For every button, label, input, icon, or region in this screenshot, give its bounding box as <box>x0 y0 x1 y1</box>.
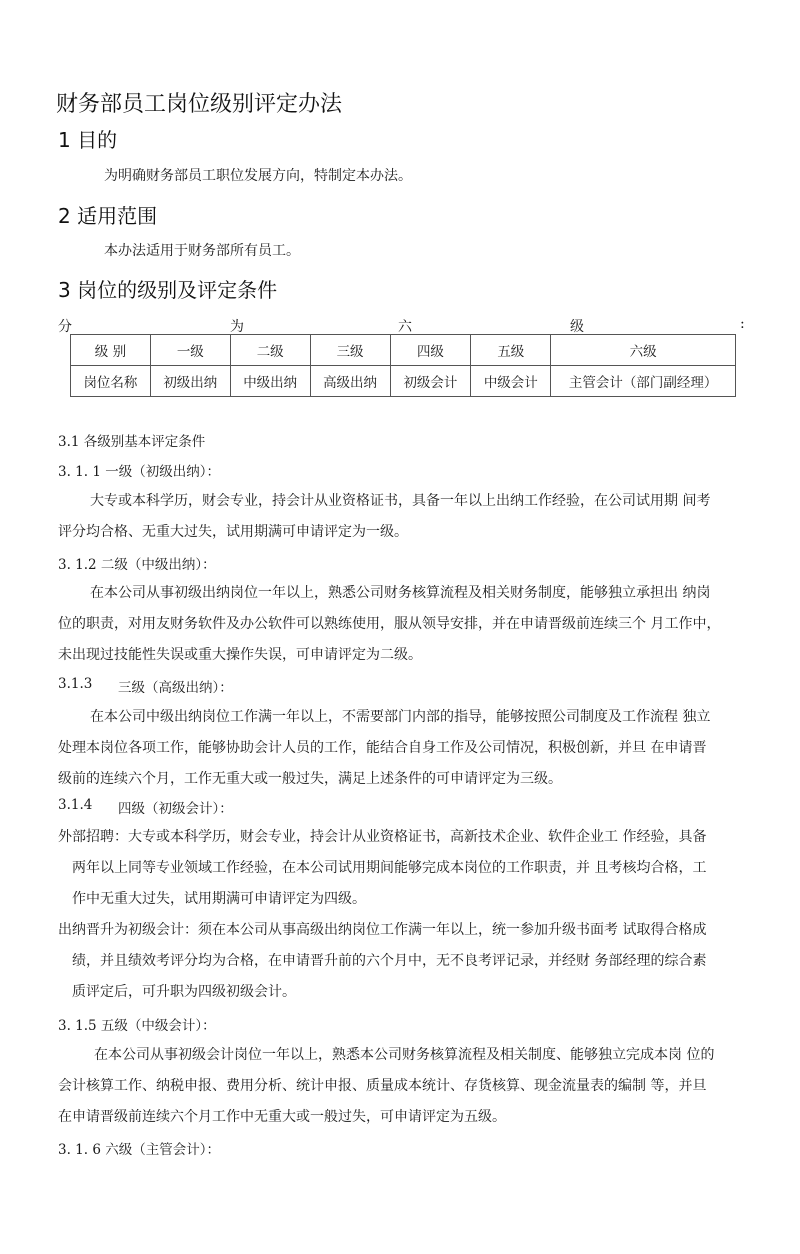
distributed-char: 为 <box>230 319 244 335</box>
table-cell: 五级 <box>471 335 551 366</box>
table-row <box>71 366 736 397</box>
level-5-heading: 3. 1.5 五级（中级会计）： <box>58 1018 216 1034</box>
level-1-line: 大专或本科学历，财会专业，持会计从业资格证书，具备一年以上出纳工作经验，在公司试用期 间考 <box>90 493 711 509</box>
level-3-number: 3.1.3 <box>58 676 93 692</box>
level-4-external-line: 作中无重大过失，试用期满可申请评定为四级。 <box>72 891 366 907</box>
distributed-char: 分 <box>58 319 72 335</box>
level-1-line: 评分均合格、无重大过失，试用期满可申请评定为一级。 <box>58 524 408 540</box>
table-cell: 二级 <box>230 335 310 366</box>
section-1-heading: 1 目的 <box>58 128 118 152</box>
section-1-text: 为明确财务部员工职位发展方向，特制定本办法。 <box>104 168 412 184</box>
table-cell: 岗位名称 <box>71 366 151 397</box>
level-3-label: 三级（高级出纳）： <box>118 680 233 696</box>
distributed-char: : <box>740 316 745 332</box>
level-2-line: 未出现过技能性失误或重大操作失误，可申请评定为二级。 <box>58 647 422 663</box>
level-2-line: 位的职责，对用友财务软件及办公软件可以熟练使用，服从领导安排，并在申请晋级前连续三个 月工作中， <box>58 616 721 632</box>
level-4-external-line: 两年以上同等专业领域工作经验，在本公司试用期间能够完成本岗位的工作职责，并 且考核均合格，工 <box>72 860 707 876</box>
section-3-heading: 3 岗位的级别及评定条件 <box>58 278 278 302</box>
table-cell: 高级出纳 <box>310 366 390 397</box>
document-title: 财务部员工岗位级别评定办法 <box>56 92 343 117</box>
table-cell: 三级 <box>310 335 390 366</box>
level-5-line: 会计核算工作、纳税申报、费用分析、统计申报、质量成本统计、存货核算、现金流量表的编制 等，并旦 <box>58 1078 707 1094</box>
distributed-char: 六 <box>398 319 412 335</box>
section-2-heading: 2 适用范围 <box>58 204 158 228</box>
level-4-label: 四级（初级会计）： <box>118 801 233 817</box>
subsection-3-1-heading: 3.1 各级别基本评定条件 <box>58 434 206 450</box>
level-2-heading: 3. 1.2 二级（中级出纳）： <box>58 557 216 573</box>
level-4-number: 3.1.4 <box>58 797 93 813</box>
table-cell: 中级会计 <box>471 366 551 397</box>
table-cell: 六级 <box>551 335 736 366</box>
level-3-line: 在本公司中级出纳岗位工作满一年以上，不需要部门内部的指导，能够按照公司制度及工作流程 独立 <box>90 709 711 725</box>
level-2-line: 在本公司从事初级出纳岗位一年以上，熟悉公司财务核算流程及相关财务制度，能够独立承担出 纳岗 <box>90 585 711 601</box>
table-cell: 中级出纳 <box>230 366 310 397</box>
table-row <box>71 335 736 366</box>
grade-table <box>70 334 736 397</box>
level-4-internal-line: 质评定后，可升职为四级初级会计。 <box>72 984 296 1000</box>
level-5-line: 在本公司从事初级会计岗位一年以上，熟悉本公司财务核算流程及相关制度、能够独立完成本岗 位的 <box>94 1047 715 1063</box>
level-1-heading: 3. 1. 1 一级（初级出纳）： <box>58 464 220 480</box>
table-cell: 主管会计（部门副经理） <box>551 366 736 397</box>
level-3-line: 处理本岗位各项工作，能够协助会计人员的工作，能结合自身工作及公司情况，积极创新，并旦 在申请晋 <box>58 740 707 756</box>
table-cell: 级 别 <box>71 335 151 366</box>
table-cell: 初级会计 <box>390 366 471 397</box>
level-4-internal-line: 绩，并且绩效考评分均为合格，在申请晋升前的六个月中，无不良考评记录，并经财 务部经理的综合素 <box>72 953 707 969</box>
table-cell: 初级出纳 <box>150 366 230 397</box>
distributed-char: 级 <box>570 319 584 335</box>
level-6-heading: 3. 1. 6 六级（主管会计）： <box>58 1142 220 1158</box>
level-4-internal-line: 出纳晋升为初级会计：须在本公司从事高级出纳岗位工作满一年以上，统一参加升级书面考 试取得合格成 <box>58 922 707 938</box>
table-cell: 四级 <box>390 335 471 366</box>
section-2-text: 本办法适用于财务部所有员工。 <box>104 243 300 259</box>
level-5-line: 在申请晋级前连续六个月工作中无重大或一般过失，可申请评定为五级。 <box>58 1109 506 1125</box>
level-3-line: 级前的连续六个月，工作无重大或一般过失，满足上述条件的可申请评定为三级。 <box>58 771 562 787</box>
table-cell: 一级 <box>150 335 230 366</box>
level-4-external-line: 外部招聘：大专或本科学历，财会专业，持会计从业资格证书，高新技术企业、软件企业工 作经验，具备 <box>58 829 707 845</box>
